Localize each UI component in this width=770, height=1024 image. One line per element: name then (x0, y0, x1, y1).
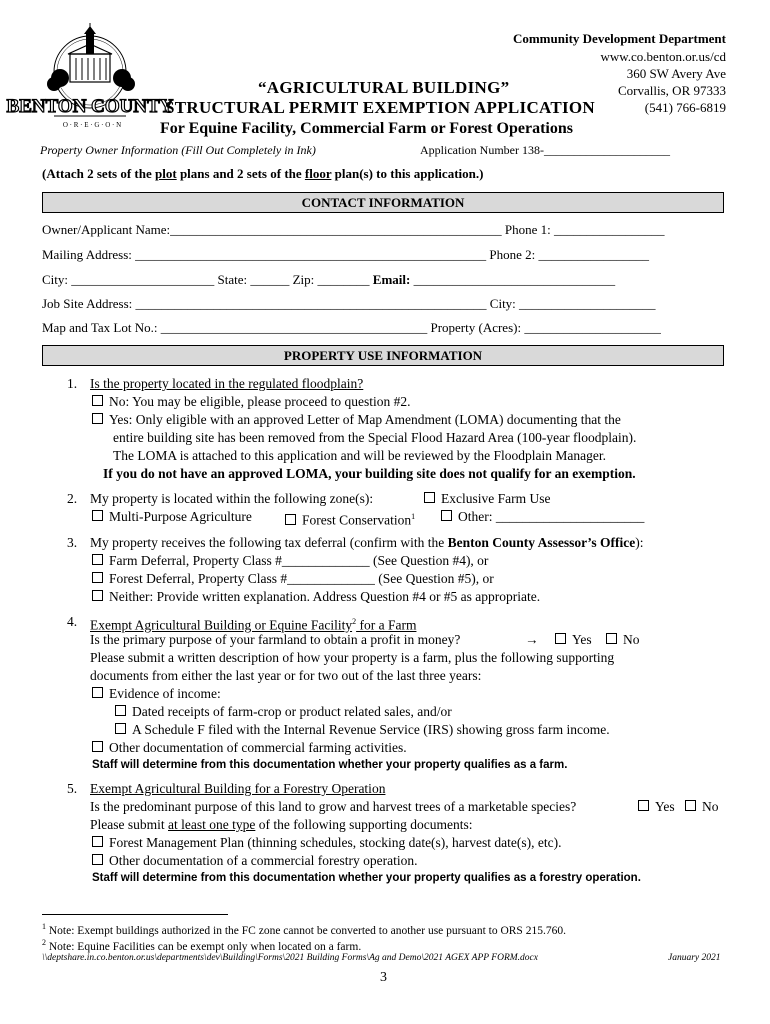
q5-submit: Please submit at least one type of the following supporting documents: (90, 817, 473, 832)
logo-subtext: O · R · E · G · O · N (62, 121, 122, 129)
q5-number: 5. (67, 781, 78, 796)
owner-info-label: Property Owner Information (Fill Out Completely in Ink) (40, 143, 316, 157)
mailing-address-field[interactable]: Mailing Address: ______________________________________________________ Phone 2: _________________ (42, 247, 650, 262)
q5-predominant-question: Is the predominant purpose of this land to grow and harvest trees of a marketable species? (90, 799, 577, 814)
checkbox-icon[interactable] (685, 800, 696, 811)
q1-warning: If you do not have an approved LOMA, your building site does not qualify for an exemption. (103, 466, 636, 481)
q4-yes-option[interactable]: Yes (555, 631, 592, 649)
checkbox-icon[interactable] (638, 800, 649, 811)
q4-evidence-option[interactable]: Evidence of income: (92, 685, 221, 703)
q4-receipts-option[interactable]: Dated receipts of farm-crop or product related sales, and/or (115, 703, 452, 721)
q4-submit-line2: documents from either the last year or for two out of the last three years: (90, 668, 482, 683)
checkbox-icon[interactable] (92, 741, 103, 752)
map-tax-lot-field[interactable]: Map and Tax Lot No.: _________________________________________ Property (Acres): _____________________ (42, 320, 661, 335)
q5-yes-option[interactable]: Yes (638, 798, 675, 816)
owner-name-field[interactable]: Owner/Applicant Name:___________________________________________________ Phone 1: _________________ (42, 222, 665, 237)
q3-number: 3. (67, 535, 78, 550)
q4-number: 4. (67, 614, 78, 629)
q5-no-option[interactable]: No (685, 798, 719, 816)
form-title-line3: For Equine Facility, Commercial Farm or Forest Operations (160, 120, 573, 137)
city-state-zip-email-field[interactable]: City: ______________________ State: ______ Zip: ________ Email: _______________________________ (42, 272, 616, 287)
q5-fmp-option[interactable]: Forest Management Plan (thinning schedules, stocking date(s), harvest date(s), etc). (92, 834, 562, 852)
q5-staff-note: Staff will determine from this documentation whether your property qualifies as a forestry operation. (92, 872, 641, 884)
checkbox-icon[interactable] (92, 413, 103, 424)
checkbox-icon[interactable] (555, 633, 566, 644)
q3-farm-deferral-option[interactable]: Farm Deferral, Property Class #_____________ (See Question #4), or (92, 552, 488, 570)
checkbox-icon[interactable] (285, 514, 296, 525)
q2-other-option[interactable]: Other: ______________________ (441, 508, 644, 526)
q2-number: 2. (67, 491, 78, 506)
q2-mpa-option[interactable]: Multi-Purpose Agriculture (92, 508, 252, 526)
checkbox-icon[interactable] (115, 705, 126, 716)
q5-other-doc-option[interactable]: Other documentation of a commercial forestry operation. (92, 852, 418, 870)
dept-phone: (541) 766-6819 (644, 100, 726, 115)
checkbox-icon[interactable] (92, 687, 103, 698)
q3-text: My property receives the following tax deferral (confirm with the Benton County Assessor’s Office): (90, 535, 644, 550)
checkbox-icon[interactable] (92, 572, 103, 583)
form-title-line1: “AGRICULTURAL BUILDING” (258, 78, 510, 97)
q1-yes-line3: The LOMA is attached to this application and will be reviewed by the Floodplain Manager. (113, 448, 607, 463)
logo-text: BENTON COUNTY (6, 96, 174, 117)
q1-yes-line2: entire building site has been removed from the Special Flood Hazard Area (100-year floodplain). (113, 430, 637, 445)
footnote-divider (42, 914, 228, 915)
attach-note: (Attach 2 sets of the plot plans and 2 sets of the floor plan(s) to this application.) (42, 166, 484, 181)
q2-text: My property is located within the following zone(s): (90, 491, 374, 506)
application-number-field[interactable]: Application Number 138-_____________________ (420, 143, 670, 157)
benton-county-logo (6, 22, 174, 134)
footnote-2: $^2$ Note: Equine Facilities can be exempt only when located on a farm. (42, 938, 362, 953)
checkbox-icon[interactable] (606, 633, 617, 644)
q4-other-doc-option[interactable]: Other documentation of commercial farming activities. (92, 739, 407, 757)
dept-name: Community Development Department (512, 31, 726, 46)
dept-city: Corvallis, OR 97333 (618, 83, 726, 98)
q1-text: Is the property located in the regulated floodplain? (90, 376, 364, 391)
property-use-heading: PROPERTY USE INFORMATION (42, 345, 724, 366)
checkbox-icon[interactable] (115, 723, 126, 734)
q4-primary-question: Is the primary purpose of your farmland to obtain a profit in money? (90, 632, 461, 647)
dept-street: 360 SW Avery Ave (626, 66, 726, 81)
q1-number: 1. (67, 376, 78, 391)
checkbox-icon[interactable] (441, 510, 452, 521)
checkbox-icon[interactable] (92, 510, 103, 521)
file-path: \\deptshare.in.co.benton.or.us\departments\dev\Building\Forms\2021 Building Forms\Ag and Demo\2021 AGEX APP FORM.docx (42, 953, 538, 963)
q3-forest-deferral-option[interactable]: Forest Deferral, Property Class #_____________ (See Question #5), or (92, 570, 494, 588)
checkbox-icon[interactable] (92, 836, 103, 847)
dept-website[interactable]: www.co.benton.or.us/cd (600, 49, 726, 64)
checkbox-icon[interactable] (92, 554, 103, 565)
q3-neither-option[interactable]: Neither: Provide written explanation. Address Question #4 or #5 as appropriate. (92, 588, 540, 606)
arrow-right-icon: → (525, 632, 539, 647)
q4-heading: Exempt Agricultural Building or Equine Facility$^2$ for a Farm (90, 617, 417, 633)
checkbox-icon[interactable] (92, 854, 103, 865)
job-site-address-field[interactable]: Job Site Address: ______________________________________________________ City: _____________________ (42, 296, 656, 311)
form-title-line2: STRUCTURAL PERMIT EXEMPTION APPLICATION (165, 98, 595, 117)
q4-no-option[interactable]: No (606, 631, 640, 649)
q2-fc-option[interactable]: Forest Conservation$^1$ (285, 508, 415, 529)
q2-efu-option[interactable]: Exclusive Farm Use (424, 490, 550, 508)
q5-heading: Exempt Agricultural Building for a Forestry Operation (90, 781, 386, 796)
q4-submit-line1: Please submit a written description of how your property is a farm, plus the following supporting (90, 650, 615, 665)
footnote-1: $^1$ Note: Exempt buildings authorized in the FC zone cannot be converted to another use pursuant to ORS 215.760. (42, 922, 566, 937)
page-number: 3 (380, 970, 387, 985)
checkbox-icon[interactable] (424, 492, 435, 503)
q4-staff-note: Staff will determine from this documentation whether your property qualifies as a farm. (92, 759, 568, 771)
q4-schedule-f-option[interactable]: A Schedule F filed with the Internal Revenue Service (IRS) showing gross farm income. (115, 721, 610, 739)
q1-no-option[interactable]: No: You may be eligible, please proceed to question #2. (92, 393, 410, 411)
q1-yes-option[interactable]: Yes: Only eligible with an approved Letter of Map Amendment (LOMA) documenting that the (92, 411, 621, 429)
contact-info-heading: CONTACT INFORMATION (42, 192, 724, 213)
checkbox-icon[interactable] (92, 590, 103, 601)
form-date: January 2021 (668, 953, 721, 963)
checkbox-icon[interactable] (92, 395, 103, 406)
